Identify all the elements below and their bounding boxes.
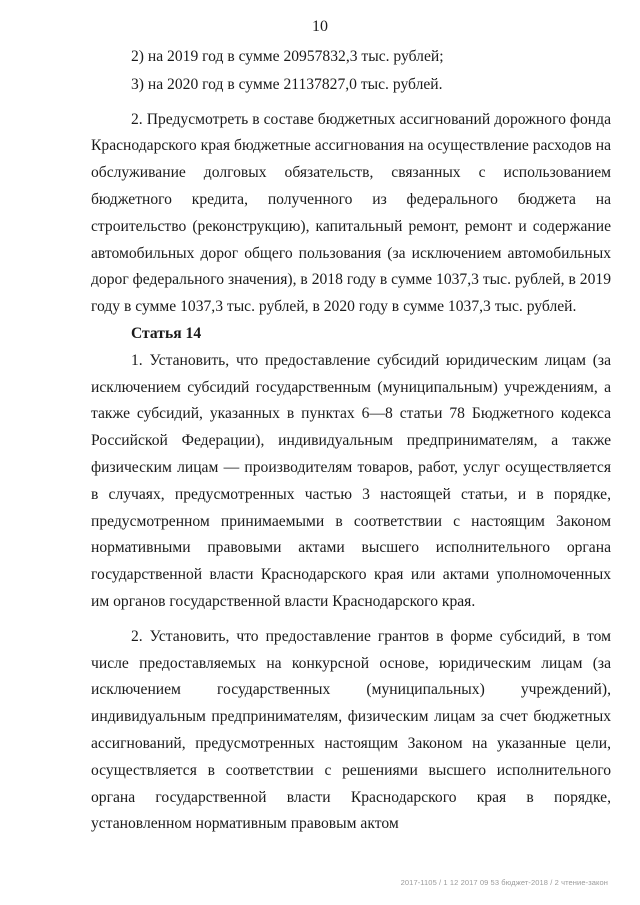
paragraph-road-fund: 2. Предусмотреть в составе бюджетных ассигнований дорожного фонда Краснодарского края бюджетные ассигнования на осуществление расходов на обслуживание долговых обязательств, связанных с использованием бюджетного кредита, полученного из федерального бюджета на строительство (реконструкцию), капитальный ремонт, ремонт и содержание автомобильных дорог общего пользования (за исключением автомобильных дорог федерального значения), в 2018 году в сумме 1037,3 тыс. рублей, в 2019 году в сумме 1037,3 тыс. рублей, в 2020 году в сумме 1037,3 тыс. рублей.: [91, 110, 611, 316]
footer-stamp: 2017-1105 / 1 12 2017 09 53 бюджет-2018 / 2 чтение-закон: [400, 878, 608, 887]
article-paragraph-1: 1. Установить, что предоставление субсидий юридическим лицам (за исключением субсидий государственным (муниципальным) учреждениям, а также субсидий, указанных в пунктах 6—8 статьи 78 Бюджетного кодекса Российской Федерации), индивидуальным предпринимателям, а также физическим лицам — производителям товаров, работ, услуг осуществляется в случаях, предусмотренных частью 3 настоящей статьи, и в порядке, предусмотренном принимаемыми в соответствии с настоящим Законом нормативными правовыми актами высшего исполнительного органа государственной власти Краснодарского края или актами уполномоченных им органов государственной власти Краснодарского края.: [91, 351, 611, 610]
article-heading: Статья 14: [131, 324, 202, 342]
document-body: [91, 44, 611, 838]
list-item-2020: 3) на 2020 год в сумме 21137827,0 тыс. рублей.: [131, 75, 443, 93]
list-item-2019: 2) на 2019 год в сумме 20957832,3 тыс. рублей;: [131, 48, 444, 65]
article-paragraph-2: 2. Установить, что предоставление грантов в форме субсидий, в том числе предоставляемых на конкурсной основе, юридическим лицам (за исключением государственных (муниципальных) учреждений), индивидуальным предпринимателям, физическим лицам за счет бюджетных ассигнований, предусмотренных настоящим Законом на указанные цели, осуществляется в соответствии с решениями высшего исполнительного органа государственной власти Краснодарского края в порядке, установленном нормативным правовым актом: [91, 627, 611, 833]
page-number: 10: [312, 18, 328, 35]
